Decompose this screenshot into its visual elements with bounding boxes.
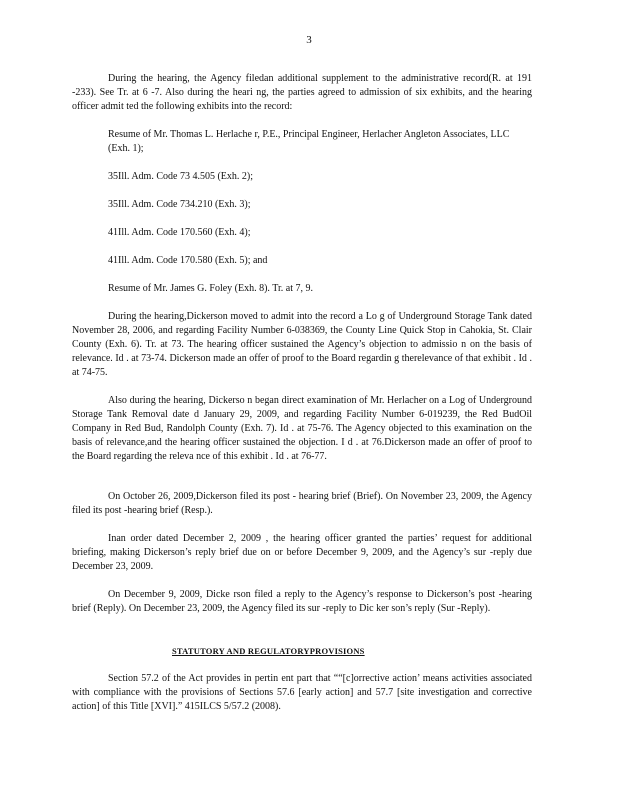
paragraph-exhibit-6-motion: During the hearing,Dickerson moved to admit into the record a Lo g of Underground Storage Tank dated November 28, 2006, and regarding Facility Number 6-038369, the County Line Quick Stop in Cahokia, St. Clair County (Exh. 6). Tr. at 73. The hearing officer sustained the Agency’s objection to admissio n on the basis of relevance. Id . at 73-74. Dickerson made an offer of proof to the Board regardin g therelevance of that exhibit . Id . at 74-75. [72,311,532,378]
exhibit-item-6: Resume of Mr. James G. Foley (Exh. 8). Tr. at 7, 9. [108,283,313,294]
page-number: 3 [306,34,312,46]
paragraph-briefs: On October 26, 2009,Dickerson filed its post - hearing brief (Brief). On November 23, 2009, the Agency filed its post -hearing brief (Resp.). [72,491,532,516]
exhibit-item-4: 41Ill. Adm. Code 170.560 (Exh. 4); [108,227,251,238]
section-heading: STATUTORY AND REGULATORYPROVISIONS [172,646,365,656]
exhibit-item-5: 41Ill. Adm. Code 170.580 (Exh. 5); and [108,255,268,266]
paragraph-order: Inan order dated December 2, 2009 , the hearing officer granted the parties’ request for additional briefing, making Dickerson’s reply brief due on or before December 9, 2009, and the Agency’s sur -reply due December 23, 2009. [72,533,532,572]
exhibit-item-2: 35Ill. Adm. Code 73 4.505 (Exh. 2); [108,171,253,182]
paragraph-hearing-supplement: During the hearing, the Agency filedan additional supplement to the administrative record(R. at 191 -233). See Tr. at 6 -7. Also during the heari ng, the parties agreed to admission of six exhibits, and the hearing officer admit ted the following exhibits into the record: [72,73,532,112]
paragraph-reply: On December 9, 2009, Dicke rson filed a reply to the Agency’s response to Dickerson’s post -hearing brief (Reply). On December 23, 2009, the Agency filed its sur -reply to Dic ker son’s reply (Sur -Reply). [72,589,532,614]
paragraph-section-57-2: Section 57.2 of the Act provides in pertin ent part that ““[c]orrective action’ means activities associated with compliance with the provisions of Sections 57.6 [early action] and 57.7 [site investigation and corrective action] of this Title [XVI].” 415ILCS 5/57.2 (2008). [72,673,532,712]
paragraph-exhibit-7-examination: Also during the hearing, Dickerso n began direct examination of Mr. Herlacher on a Log of Underground Storage Tank Removal date d January 29, 2009, and regarding Facility Number 6-019239, the Red BudOil Company in Red Bud, Randolph County (Exh. 7). Id . at 75-76. The Agency objected to this examination on the basis of relevance,and the hearing officer sustained the objection. I d . at 76.Dickerson made an offer of proof to the Board regarding the releva nce of this exhibit . Id . at 76-77. [72,395,532,462]
exhibit-item-3: 35Ill. Adm. Code 734.210 (Exh. 3); [108,199,251,210]
exhibit-item-1: Resume of Mr. Thomas L. Herlache r, P.E., Principal Engineer, Herlacher Angleton Associates, LLC (Exh. 1); [108,129,510,154]
